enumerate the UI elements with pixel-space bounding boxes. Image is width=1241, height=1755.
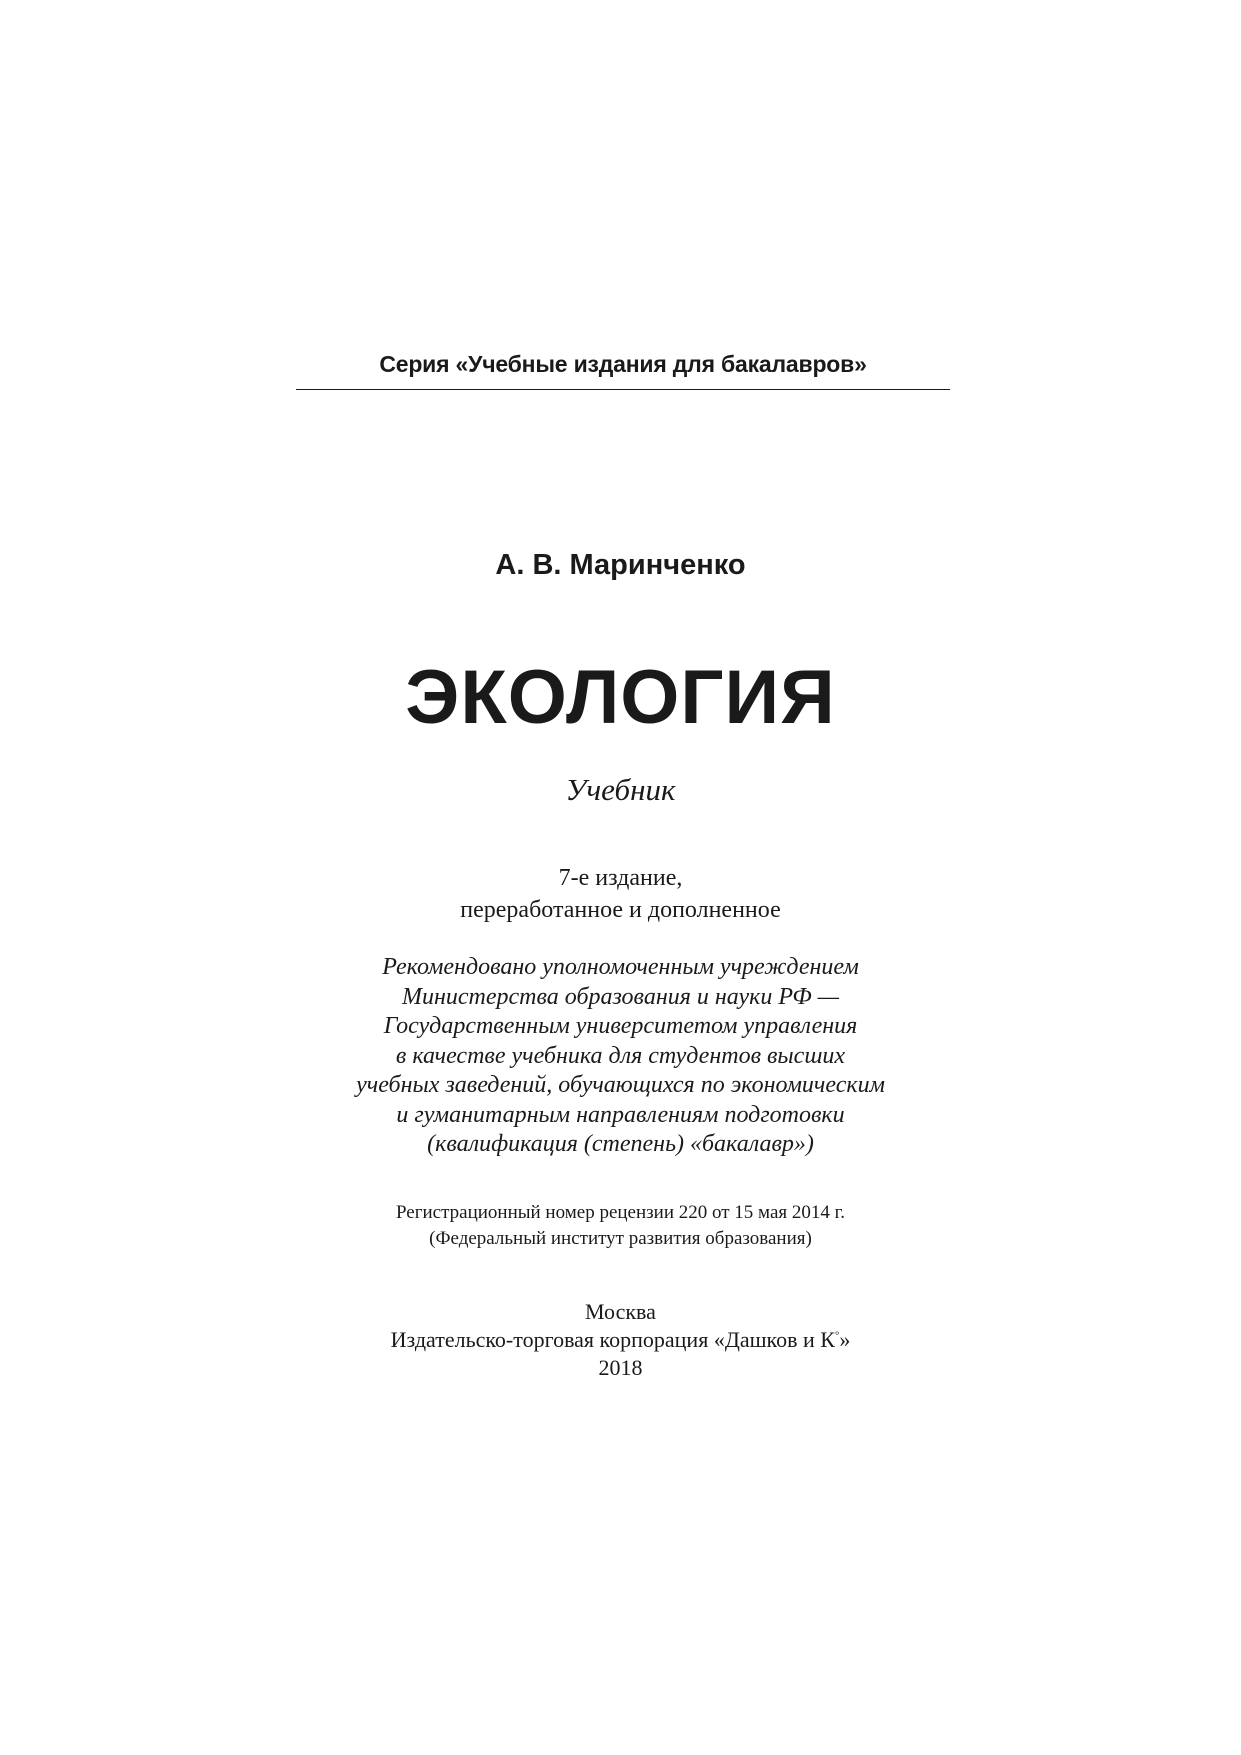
registration-line-1: Регистрационный номер рецензии 220 от 15 мая 2014 г. bbox=[395, 1202, 846, 1223]
registration-line-2: (Федеральный институт развития образования) bbox=[429, 1228, 812, 1249]
edition-info bbox=[0, 862, 1241, 926]
series-divider bbox=[296, 389, 950, 390]
publisher-name: Издательско-торговая корпорация «Дашков и К bbox=[390, 1327, 835, 1352]
edition-line-1: 7-е издание, bbox=[558, 865, 683, 891]
recommendation-line: Министерства образования и науки РФ — bbox=[401, 983, 839, 1010]
imprint-publisher bbox=[0, 1326, 1241, 1354]
imprint-year: 2018 bbox=[598, 1355, 643, 1380]
publisher-close-quote: » bbox=[839, 1327, 851, 1352]
recommendation-line: и гуманитарным направлениям подготовки bbox=[396, 1101, 845, 1128]
series-heading: Серия «Учебные издания для бакалавров» bbox=[379, 351, 867, 377]
recommendation-block bbox=[0, 953, 1241, 1160]
registration-info bbox=[0, 1200, 1241, 1252]
imprint bbox=[0, 1298, 1241, 1382]
recommendation-line: в качестве учебника для студентов высших bbox=[395, 1042, 846, 1069]
book-subtitle: Учебник bbox=[565, 772, 676, 807]
imprint-city: Москва bbox=[585, 1299, 656, 1324]
author-name: А. В. Маринченко bbox=[495, 549, 746, 581]
recommendation-line: учебных заведений, обучающихся по экономическим bbox=[356, 1072, 885, 1098]
recommendation-line: (квалификация (степень) «бакалавр») bbox=[427, 1131, 814, 1157]
book-title: ЭКОЛОГИЯ bbox=[405, 655, 836, 740]
recommendation-line: Государственным университетом управления bbox=[383, 1013, 858, 1039]
publisher-degree-mark: ° bbox=[834, 1329, 840, 1342]
recommendation-line: Рекомендовано уполномоченным учреждением bbox=[382, 954, 859, 980]
edition-line-2: переработанное и дополненное bbox=[460, 897, 781, 923]
